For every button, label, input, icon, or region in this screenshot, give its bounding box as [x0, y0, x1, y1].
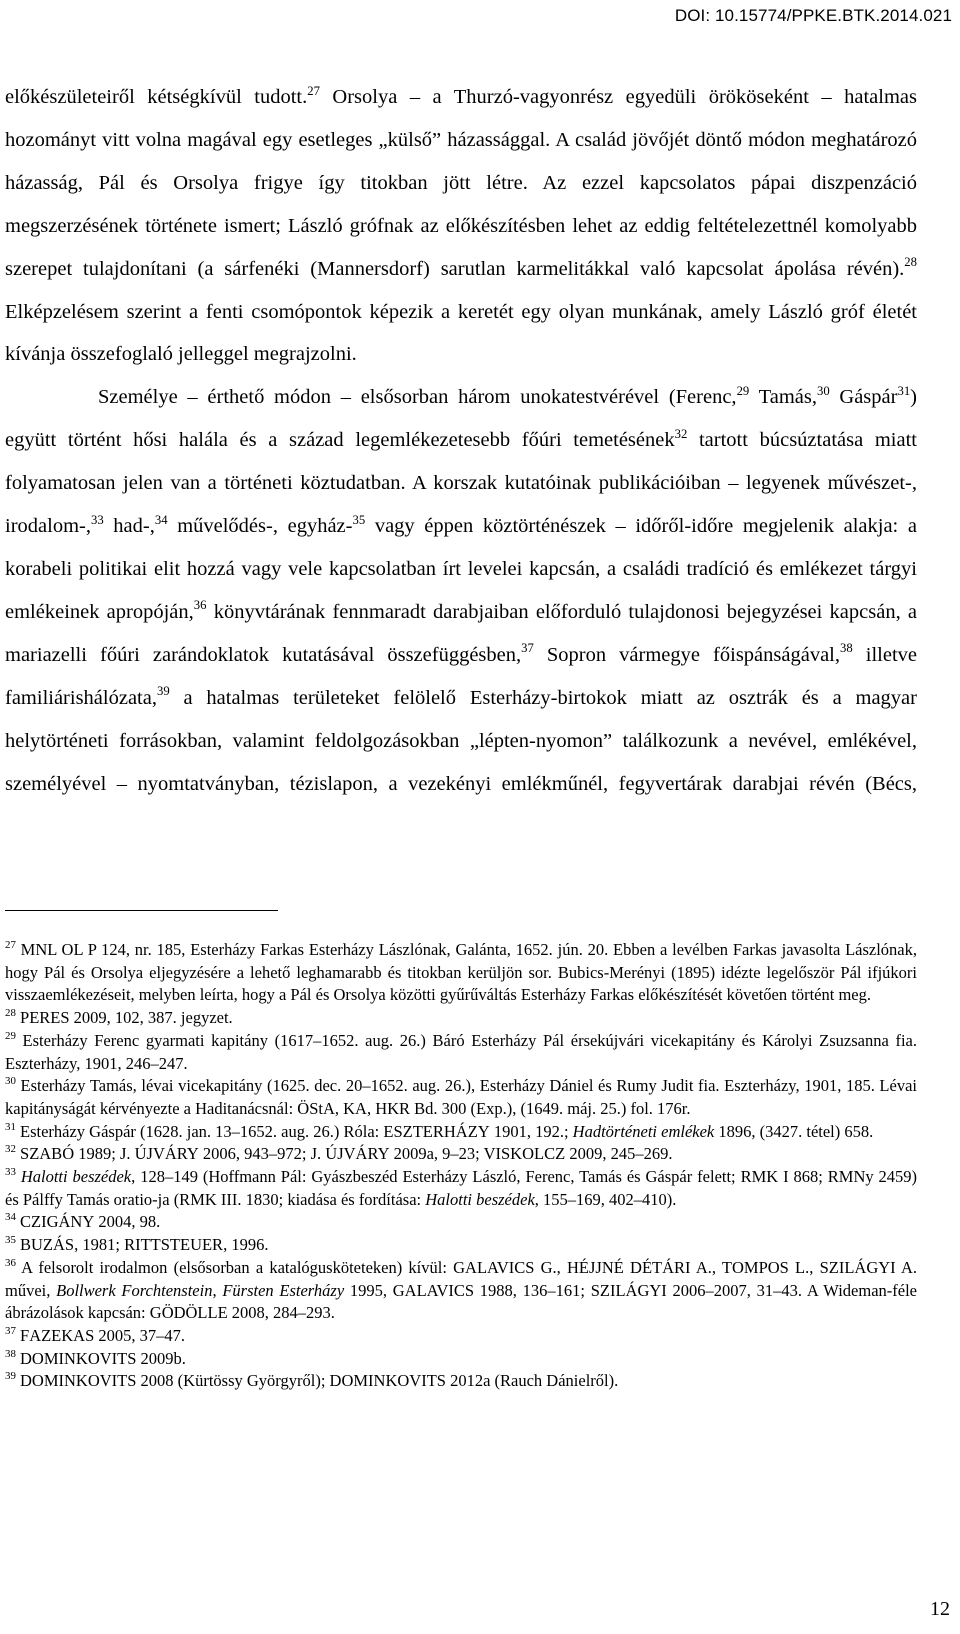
paragraph-1: előkészületeiről kétségkívül tudott.$^{27}$ Orsolya – a Thurzó-vagyonrész egyedüli örököseként – hatalmas hozományt vitt volna magával egy esetleges „külső” házassággal. A család jövőjét döntő módon meghatározó házasság, Pál és Orsolya frigye így titokban jött létre. Az ezzel kapcsolatos pápai diszpenzáció megszerzésének története ismert; László grófnak az előkészítésben lehet az eddig feltételezettnél komolyabb szerepet tulajdonítani (a sárfenéki (Mannersdorf) sarutlan karmelitákkal való kapcsolat ápolása révén).$^{28}$ Elképzelésem szerint a fenti csomópontok képezik a keretét egy olyan munkának, amely László gróf életét kívánja összefoglaló jelleggel megrajzolni. [5, 83, 917, 366]
footnote-ref-32[interactable]: 32 [674, 426, 688, 441]
footnote-36: $^{36}$ A felsorolt irodalmon (elsősorban a katalógusköteteken) kívül: GALAVICS G., HÉJJNÉ DÉTÁRI A., TOMPOS L., SZILÁGYI A. művei, Bollwerk Forchtenstein, Fürsten Esterházy 1995, GALAVICS 1988, 136–161; SZILÁGYI 2006–2007, 31–43. A Wideman-féle ábrázolások kapcsán: GÖDÖLLE 2008, 284–293. [5, 1256, 917, 1323]
footnote-37: $^{37}$ FAZEKAS 2005, 37–47. [5, 1324, 186, 1345]
footnote-38: $^{38}$ DOMINKOVITS 2009b. [5, 1347, 186, 1368]
doi-header: DOI: 10.15774/PPKE.BTK.2014.021 [674, 6, 952, 25]
footnote-ref-38[interactable]: 38 [840, 641, 853, 656]
footnote-ref-28[interactable]: 28 [904, 255, 917, 270]
footnote-ref-34[interactable]: 34 [154, 512, 168, 527]
footnote-ref-27[interactable]: 27 [307, 83, 320, 98]
footnote-ref-36[interactable]: 36 [193, 598, 207, 613]
footnote-ref-29[interactable]: 29 [736, 383, 750, 398]
footnote-ref-30[interactable]: 30 [816, 383, 830, 398]
footnote-31: $^{31}$ Esterházy Gáspár (1628. jan. 13–1652. aug. 26.) Róla: ESZTERHÁZY 1901, 192.; Hadtörténeti emlékek 1896, (3427. tétel) 658. [5, 1120, 874, 1141]
footnote-ref-39[interactable]: 39 [156, 684, 170, 699]
main-text [5, 76, 917, 805]
footnote-35: $^{35}$ BUZÁS, 1981; RITTSTEUER, 1996. [5, 1234, 269, 1255]
footnote-34: $^{34}$ CZIGÁNY 2004, 98. [5, 1211, 161, 1232]
footnote-27: $^{27}$ MNL OL P 124, nr. 185, Esterházy Farkas Esterházy Lászlónak, Galánta, 1652. jún. 20. Ebben a levélben Farkas javasolta Lászlónak, hogy Pál és Orsolya eljegyzésére a lehető leghamarabb és titokban kerüljön sor. Bubics-Merényi (1895) idézte legelőször Pál ifjúkori visszaemlékezéseit, melyben leírta, hogy a Pál és Orsolya közötti gyűrűváltás Esterházy Farkas előkészítését követően történt meg. [5, 938, 917, 1005]
footnote-28: $^{28}$ PERES 2009, 102, 387. jegyzet. [5, 1007, 233, 1028]
footnote-separator [5, 910, 278, 911]
footnote-39: $^{39}$ DOMINKOVITS 2008 (Kürtössy Györgyről); DOMINKOVITS 2012a (Rauch Dánielről). [5, 1370, 619, 1391]
page-number: 12 [930, 1598, 950, 1620]
footnote-29: $^{29}$ Esterházy Ferenc gyarmati kapitány (1617–1652. aug. 26.) Báró Esterházy Pál érsekújvári vicekapitány és Károlyi Zsuzsanna fia. Eszterházy, 1901, 246–247. [5, 1029, 917, 1073]
footnotes [5, 939, 917, 1393]
footnote-33: $^{33}$ Halotti beszédek, 128–149 (Hoffmann Pál: Gyászbeszéd Esterházy László, Ferenc, Tamás és Gáspár felett; RMK I 868; RMNy 2459) és Pálffy Tamás oratio-ja (RMK III. 1830; kiadása és fordítása: Halotti beszédek, 155–169, 402–410). [5, 1166, 918, 1209]
footnote-ref-31[interactable]: 31 [897, 383, 911, 398]
footnote-32: $^{32}$ SZABÓ 1989; J. ÚJVÁRY 2006, 943–972; J. ÚJVÁRY 2009a, 9–23; VISKOLCZ 2009, 245–269. [5, 1143, 673, 1164]
footnote-ref-33[interactable]: 33 [90, 512, 104, 527]
paragraph-2: Személye – érthető módon – elsősorban három unokatestvérével (Ferenc,$^{29}$ Tamás,$^{30}$ Gáspár$^{31}$) együtt történt hősi halála és a század legemlékezetesebb főúri temetésének$^{32}$ tartott búcsúztatása miatt folyamatosan jelen van a történeti köztudatban. A korszak kutatóinak publikációiban – legyenek művészet-, irodalom-,$^{33}$ had-,$^{34}$ művelődés-, egyház-$^{35}$ vagy éppen köztörténészek – időről-időre megjelenik alakja: a korabeli politikai elit hozzá vagy vele kapcsolatban írt levelei kapcsán, a családi tradíció és emlékezet tárgyi emlékeinek apropóján,$^{36}$ könyvtárának fennmaradt darabjaiban előforduló tulajdonosi bejegyzései kapcsán, a mariazelli főúri zarándoklatok kutatásával összefüggésben,$^{37}$ Sopron vármegye főispánságával,$^{38}$ illetve familiárishálózata,$^{39}$ a hatalmas területeket felölelő Esterházy-birtokok miatt az osztrák és a magyar helytörténeti forrásokban, valamint feldolgozásokban „lépten-nyomon” találkozunk a nevével, emlékével, személyével – nyomtatványban, tézislapon, a vezekényi emlékműnél, fegyvertárak darabjai révén (Bécs, [5, 383, 918, 795]
footnote-ref-37[interactable]: 37 [521, 641, 534, 656]
footnote-ref-35[interactable]: 35 [352, 512, 366, 527]
footnote-30: $^{30}$ Esterházy Tamás, lévai vicekapitány (1625. dec. 20–1652. aug. 26.), Esterházy Dániel és Rumy Judit fia. Eszterházy, 1901, 185. Lévai kapitányságát kérvényezte a Haditanácsnál: ÖStA, KA, HKR Bd. 300 (Exp.), (1649. máj. 25.) fol. 176r. [5, 1075, 917, 1118]
